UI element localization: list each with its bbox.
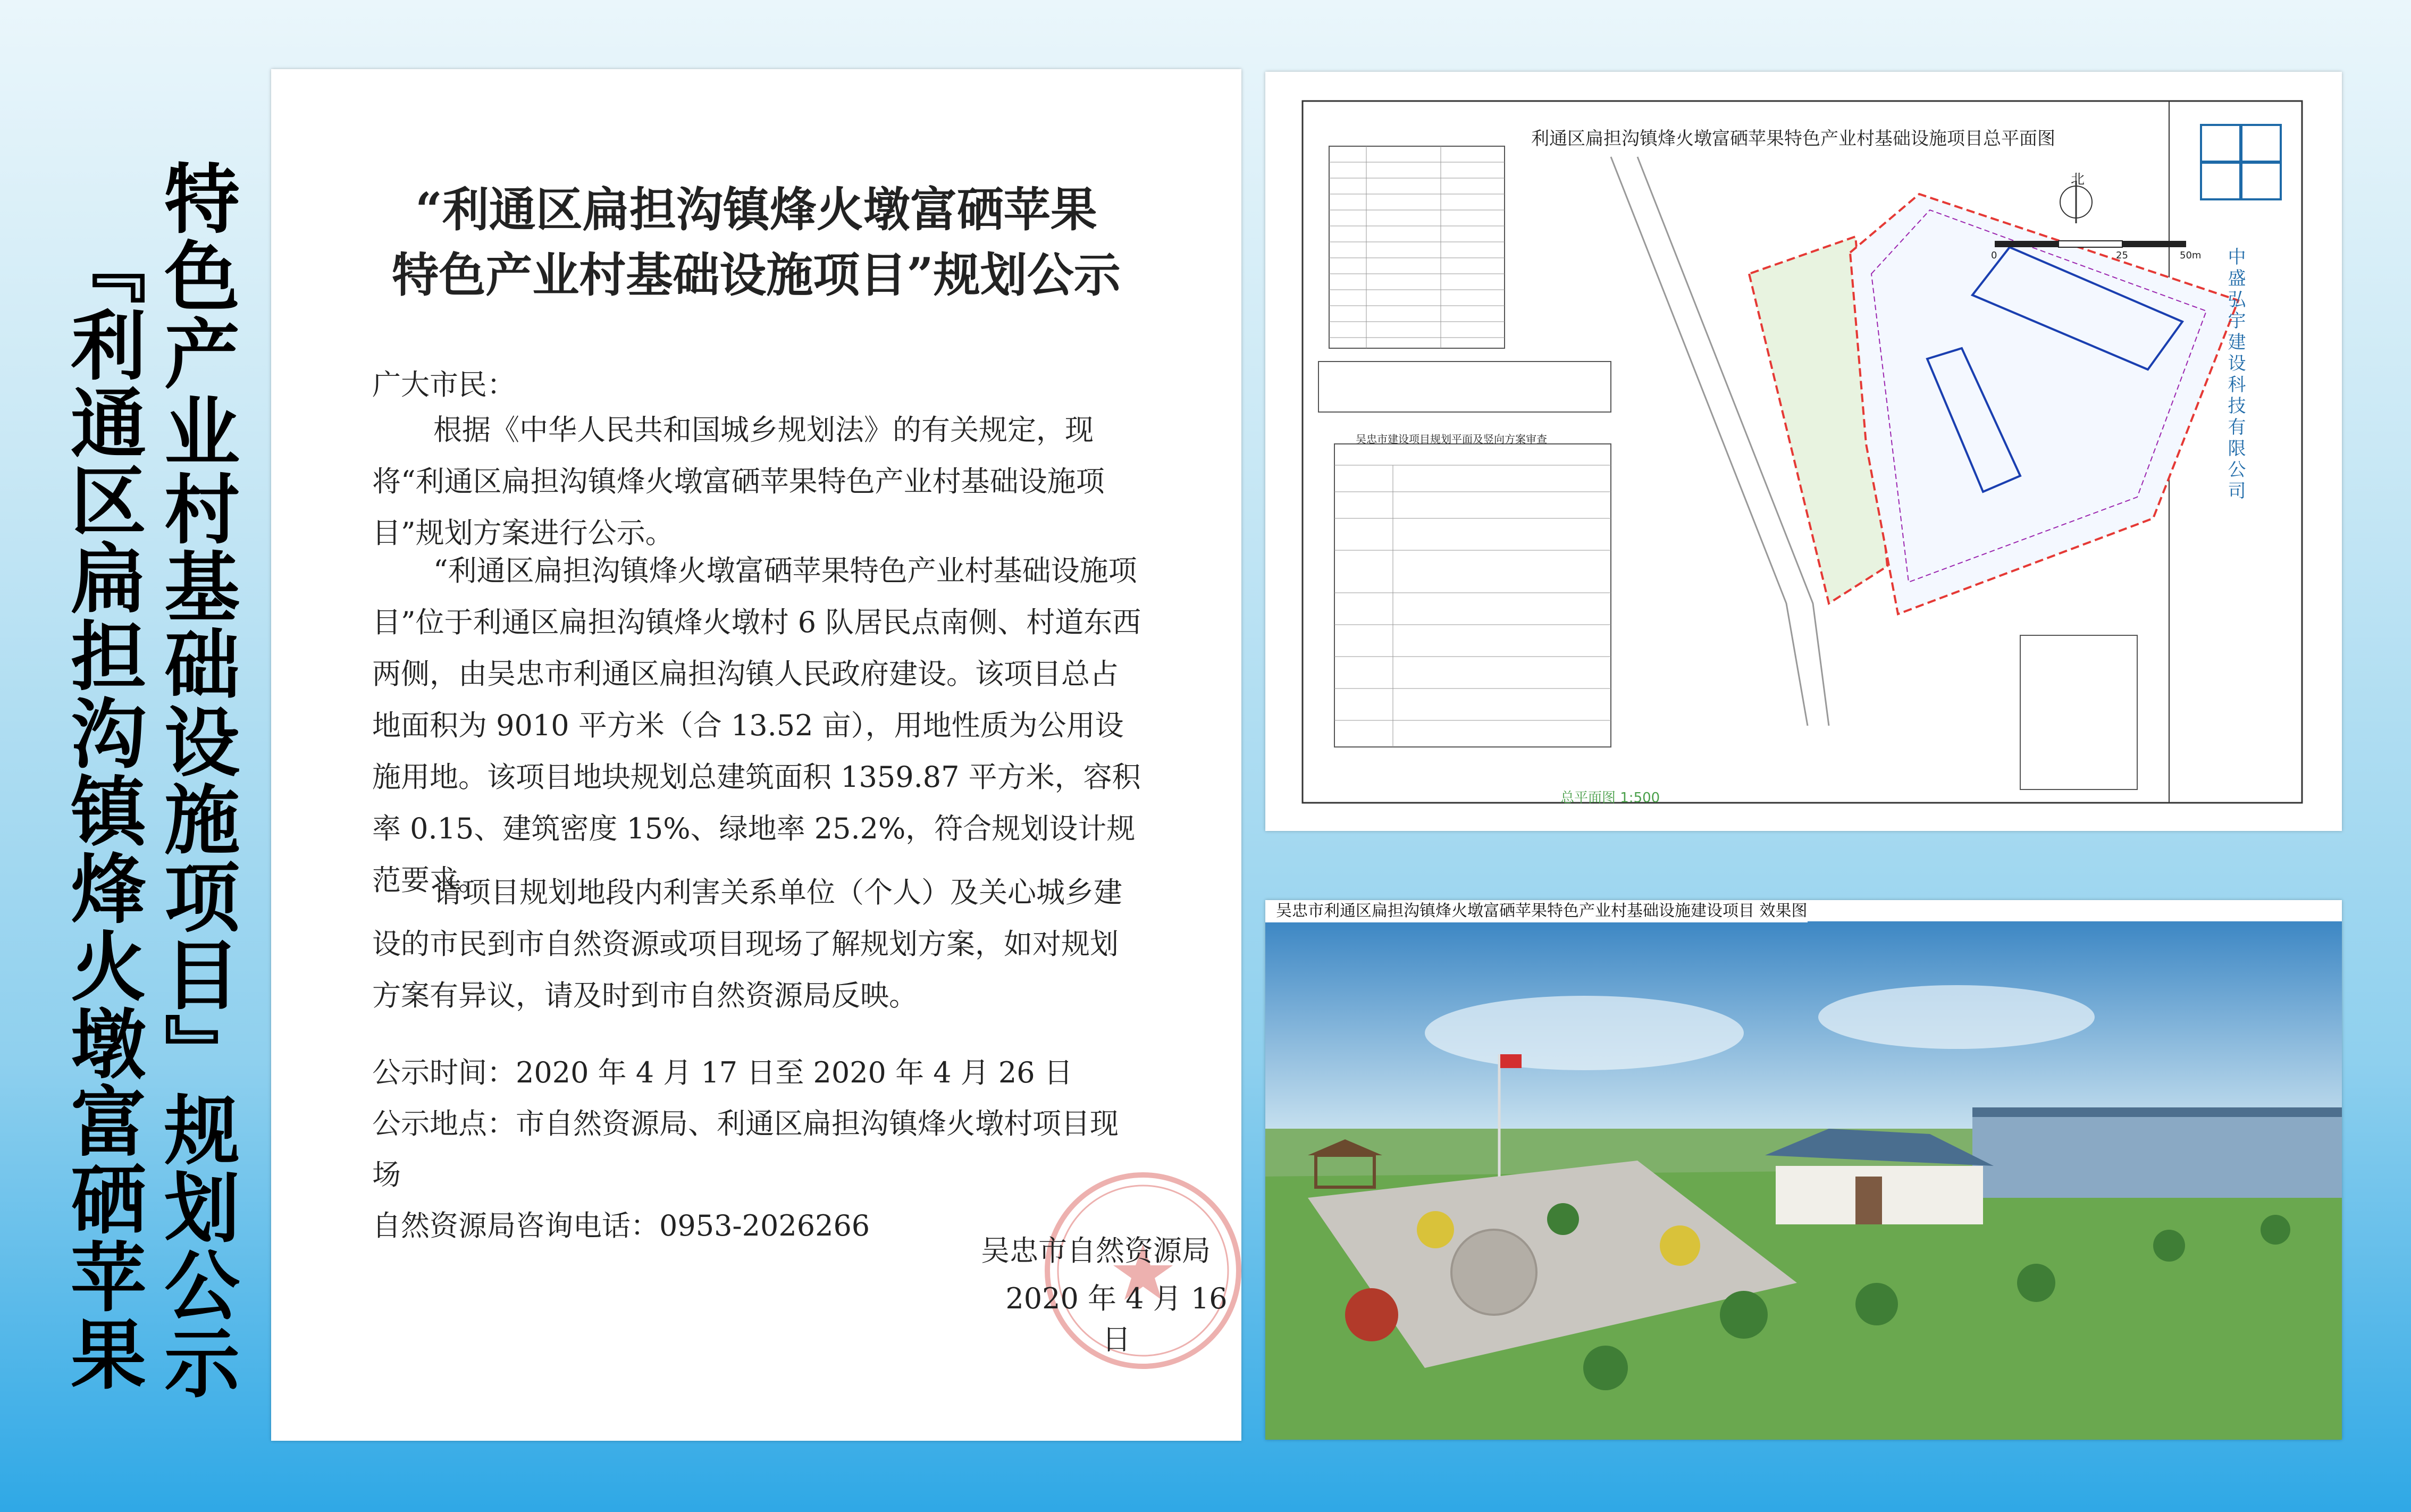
review-table-title: 吴忠市建设项目规划平面及竖向方案审查	[1356, 433, 1547, 446]
notice-signer: 吴忠市自然资源局	[981, 1234, 1211, 1267]
scale-tick: 0	[1991, 250, 1997, 261]
notice-paragraph-2: “利通区扁担沟镇烽火墩富硒苹果特色产业村基础设施项目”位于利通区扁担沟镇烽火墩村 6 队居民点南侧、村道东西两侧，由吴忠市利通区扁担沟镇人民政府建设。该项目总占地面积为 9010 平方米（合 13.52 亩），用地性质为公用设施用地。该项目地块规划总建筑面积 1359.87 平方米，容积率 0.15、建筑密度 15%、绿地率 25.2%，符合规划设计规范要求。	[372, 554, 1141, 897]
notice-phone: 自然资源局咨询电话：0953-2026266	[372, 1209, 870, 1242]
north-label: 北	[2071, 172, 2085, 188]
vertical-title-line2: 『利通区扁担沟镇烽火墩富硒苹果	[58, 229, 146, 1393]
rendering-caption: 吴忠市利通区扁担沟镇烽火墩富硒苹果特色产业村基础设施建设项目 效果图	[1265, 900, 1808, 922]
company-name: 中盛弘宇建设科技有限公司	[2224, 247, 2246, 502]
notice-time: 公示时间：2020 年 4 月 17 日至 2020 年 4 月 26 日	[372, 1056, 1073, 1089]
notice-meta	[372, 1047, 1143, 1251]
vertical-title-line1: 特色产业村基础设施项目』规划公示	[152, 159, 239, 1401]
site-plan-drawing	[1265, 72, 2342, 831]
notice-document	[271, 69, 1241, 1441]
notice-title-line1: “利通区扁担沟镇烽火墩富硒苹果	[415, 182, 1097, 237]
notice-title-line2: 特色产业村基础设施项目”规划公示	[392, 247, 1121, 303]
notice-paragraph-1: 根据《中华人民共和国城乡规划法》的有关规定，现将“利通区扁担沟镇烽火墩富硒苹果特色产业村基础设施项目”规划方案进行公示。	[372, 413, 1105, 550]
notice-paragraph-3: 请项目规划地段内利害关系单位（个人）及关心城乡建设的市民到市自然资源或项目现场了解规划方案，如对规划方案有异议，请及时到市自然资源局反映。	[372, 876, 1122, 1012]
scale-tick: 50m	[2180, 250, 2202, 261]
effect-rendering	[1265, 900, 2342, 1440]
site-plan-graphic	[1265, 72, 2342, 831]
notice-place: 公示地点：市自然资源局、利通区扁担沟镇烽火墩村项目现场	[372, 1107, 1119, 1191]
notice-date: 2020 年 4 月 16 日	[1005, 1282, 1228, 1356]
scale-tick: 25	[2116, 250, 2128, 261]
plan-title: 利通区扁担沟镇烽火墩富硒苹果特色产业村基础设施项目总平面图	[1531, 128, 2055, 149]
rendering-scene	[1265, 900, 2342, 1440]
notice-greeting: 广大市民：	[372, 368, 516, 401]
plan-scale-label: 总平面图 1:500	[1560, 790, 1660, 806]
